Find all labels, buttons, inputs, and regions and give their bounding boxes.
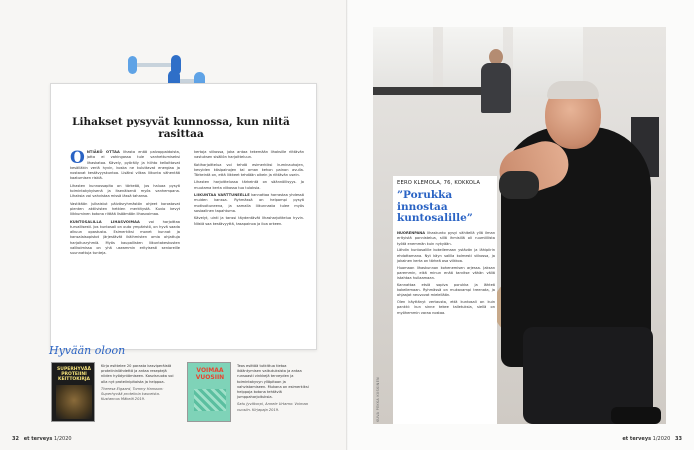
page-number: 33 [675, 436, 682, 442]
paragraph: Kävelyt, uinti ja tanssi täydentävät lihasharjoittelua hyvin. Niistä saa kestävyyttä, tasapainoa ja iloa arkeen. [194, 216, 304, 226]
book-cover-image [56, 385, 92, 419]
paragraph: Lähdin kuntosalille kokeilemaan ystävän ja lähipiirin ehdottamana. Nyt käyn salilla kolmesti viikossa, ja jokainen kerta on tärkeä osa viikkoa. [397, 248, 495, 263]
interview-body [397, 231, 495, 317]
book-2-description [237, 364, 311, 413]
article-column-2 [194, 150, 304, 229]
photo-man-shoe [611, 407, 661, 424]
photo-background-person [477, 49, 517, 149]
subhead-lead: KUNTOSALILLA LIHASVOIMAA [70, 219, 140, 224]
recommendations-title: Hyvään oloon [49, 344, 126, 357]
paragraph: voi harjoittaa turvallisesti. Jos kuntosali on outo ympäristö, on hyvä saada alkuun opastusta. Esimerkiksi monet kunnat ja kansalaisopistot järjestävät ikäihmisten omia ohjattuja harjoitusryhmiä. Myös kaupallisten liikuntakeskusten valikoimissa on yhä useammin erityisesti senioreille suunnattuja tunteja. [70, 219, 180, 256]
issue-number: 1/2020 [54, 436, 72, 442]
book-1-description [101, 364, 175, 402]
paragraph: lihaskunto pysyi vähitellä yllä ilman erityistä ponnistelua, sillä ihmisillä oli ruumiillista työtä enemmän kuin nykyään. [397, 231, 495, 246]
paragraph: Kannattaa etsiä sopiva porukka ja lähteä kokeilemaan. Ryhmässä on mukavampi treenata, ja ohjaajat neuvovat mielellään. [397, 282, 495, 298]
book-credit: Satu Jyväkorpi, Annele Urtamo: Voimaa vuosiin. Kirjapaja 2019. [237, 402, 308, 412]
paragraph: lihasta enää palvoppaidoista, jotta ei vahingossa tule vanhettumiseksi lihaskatoa. Kävely, pyöräily ja hiihto kelloittavat kesälläkin veriä hyvin, koska ne kuluttavat energiaa ja nostavat kestävyyskuntoa. Lisäksi vilkas liikunta vähentää kaatumisen riskiä. [70, 150, 180, 181]
issue-number: 1/2020 [652, 436, 671, 442]
book-cover-title: VOIMAA VUOSIIN [195, 367, 225, 381]
photo-gym-equipment [373, 87, 483, 95]
right-footer [622, 436, 682, 442]
book-text: Kirja esittelee 20 parasta kasviperäistä proteiininlähdettä ja antaa reseptejä niiden hyödyntämiseen. Kasvisruoka voi olla nyt proteiinipitoista ja helppoa. [101, 364, 174, 384]
book-cover-title: SUPERHYVÄÄ PROTEIINI KEITTOKIRJA [57, 367, 91, 382]
drop-cap: O [70, 148, 85, 168]
lead-in: NTIÄKÖ OTTAA [86, 150, 120, 154]
book-cover-2 [187, 362, 231, 422]
subhead-lead: LIIKUNTAA VARTTUNEELLE [194, 193, 250, 198]
paragraph: kannattaa harrastaa yhdessä muiden kanssa. Ryhmässä on helpompi pysyä motivoituneena, ja samalla liikunnasta tulee myös sosiaalinen tapahtuma. [194, 193, 304, 213]
magazine-name: et terveys [622, 436, 652, 442]
book-credit: Theresa Elgaard, Tommy Hansson: Superhyvää proteiinia kasveista. Kustannus Mäkelä 2019. [101, 386, 164, 402]
magazine-name: et terveys [23, 436, 53, 442]
paragraph: Vastikään julkaistut päiväsryhmästön ohjeet korostavat pienten aktiivisten hetkien merkitystä. Kuvio kevyt liikkuminen kotona riittää lisäämään lihasvoimaa. [70, 201, 180, 217]
paragraph: Olen käyttänyt vertausta, että kuntosali on kuin pankki: kun sinne tekee talletuksia, siellä on myöhemmin varaa nostaa. [397, 300, 495, 315]
paragraph: Huomaan lihaskunnon kohenemisen arjessa. Jaksan paremmin, eikä minun enää tarvitse vähän väliä istahtaa huilaamaan. [397, 265, 495, 280]
book-text: Teos esittää tutkittua tietoa ikääntymisen vaikutuksista ja antaa runsaasti vinkkejä terveyden ja toimintakyvyn ylläpitoon ja vahvistamiseen. Mukana on esimerkiksi helppoja kotona tehtäviä jumppaharjoituksia. [237, 364, 309, 400]
person-name: EERO KLEMOLA, 76, KOKKOLA [397, 180, 481, 186]
pull-quote: ”Porukka innostaa kuntosalille” [397, 189, 473, 224]
page-number: 32 [12, 436, 19, 442]
article-column-1 [70, 150, 180, 259]
paragraph: Lihasten kunnossapito on tärkeää, jos haluaa pysyä toimintakykyisenä ja itsenäisenä myös vanhempana. Lihaksia voi vahvistaa missä iässä tahansa. [70, 183, 180, 199]
left-footer [12, 436, 72, 442]
photo-man-hair [547, 81, 599, 99]
article-headline: Lihakset pysyvät kunnossa, kun niitä rasittaa [72, 116, 290, 140]
book-cover-1 [51, 362, 95, 422]
paragraph: Kotiharjoittelua voi tehdä esimerkiksi kuminauhojen, kevyiden käsipainojen tai oman kehon painon avulla. Tärkeintä on, että liikkeet tehdään oikein ja riittävän usein. [194, 162, 304, 178]
lead-in: NUORENPANA [397, 231, 426, 235]
book-cover-pattern [194, 389, 226, 411]
article-body [70, 150, 312, 342]
photo-dumbbell [499, 171, 539, 199]
photo-credit: KUVA PEKKA KIISKINEN [376, 377, 380, 422]
paragraph: kertoja viikossa, joka antaa tekemään lihaksille riittävän vastuksen sisällön harjoitteluun. [194, 150, 304, 160]
paragraph: Lihasten harjoittelussa tärkeintä on säännöllisyys. Jo muutama kerta viikossa tuo tuloksia. [194, 180, 304, 190]
page-gutter [346, 0, 348, 450]
